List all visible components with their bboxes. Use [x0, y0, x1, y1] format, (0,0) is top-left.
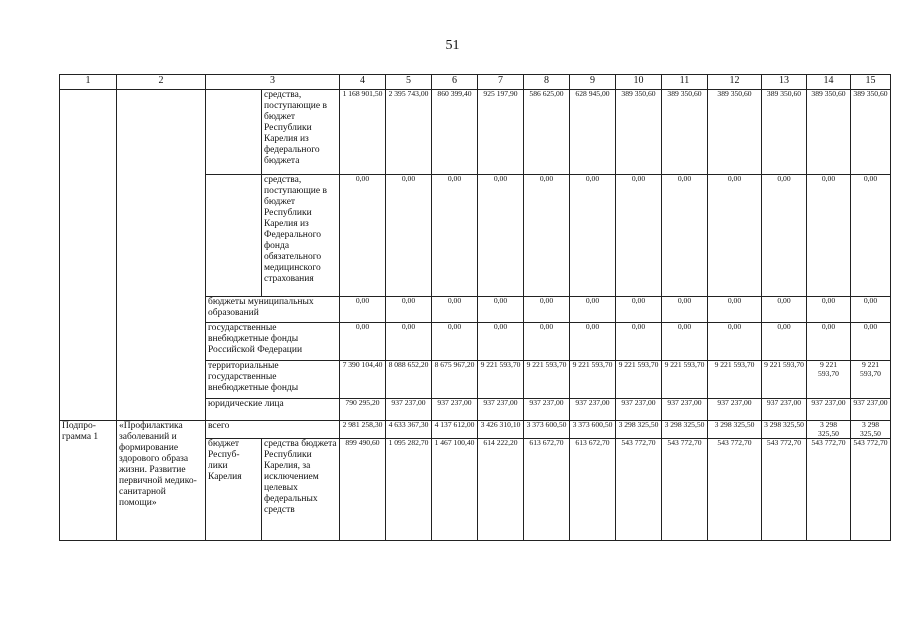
value-cell: 0,00: [478, 175, 524, 297]
value-cell: 937 237,00: [851, 399, 891, 421]
row-label: государственные внебюджетные фонды Российской Федерации: [206, 323, 340, 361]
header-cell: 9: [570, 75, 616, 90]
value-cell: 3 298 325,50: [616, 421, 662, 439]
header-cell: 10: [616, 75, 662, 90]
value-cell: 0,00: [524, 323, 570, 361]
value-cell: 1 467 100,40: [432, 439, 478, 541]
value-cell: 0,00: [708, 297, 762, 323]
budget-table: [59, 74, 891, 541]
page-number: 51: [445, 38, 460, 53]
value-cell: 0,00: [807, 297, 851, 323]
header-cell: 7: [478, 75, 524, 90]
value-cell: 9 221 593,70: [851, 361, 891, 399]
header-cell: 4: [340, 75, 386, 90]
value-cell: 4 633 367,30: [386, 421, 432, 439]
header-cell: 15: [851, 75, 891, 90]
value-cell: 925 197,90: [478, 90, 524, 175]
value-cell: 614 222,20: [478, 439, 524, 541]
value-cell: 543 772,70: [708, 439, 762, 541]
value-cell: 0,00: [386, 323, 432, 361]
value-cell: 3 373 600,50: [524, 421, 570, 439]
value-cell: 8 088 652,20: [386, 361, 432, 399]
header-cell: 11: [662, 75, 708, 90]
value-cell: 389 350,60: [762, 90, 807, 175]
value-cell: 7 390 104,40: [340, 361, 386, 399]
row-label: средства, поступающие в бюджет Республики Карелия из Федерального фонда обязательного медицинского страхования: [262, 175, 340, 297]
value-cell: 2 981 258,30: [340, 421, 386, 439]
header-cell: 3: [206, 75, 340, 90]
value-cell: 0,00: [708, 323, 762, 361]
value-cell: 8 675 967,20: [432, 361, 478, 399]
header-cell: 12: [708, 75, 762, 90]
value-cell: 0,00: [386, 297, 432, 323]
value-cell: 389 350,60: [807, 90, 851, 175]
value-cell: 0,00: [432, 323, 478, 361]
value-cell: 0,00: [851, 323, 891, 361]
value-cell: 0,00: [432, 297, 478, 323]
row-label: территориальные государственные внебюджетные фонды: [206, 361, 340, 399]
row-label: средства, поступающие в бюджет Республики Карелия из федерального бюджета: [262, 90, 340, 175]
row-label: бюджеты муниципальных образований: [206, 297, 340, 323]
value-cell: 860 399,40: [432, 90, 478, 175]
value-cell: 613 672,70: [524, 439, 570, 541]
table-row: [60, 90, 891, 175]
value-cell: 790 295,20: [340, 399, 386, 421]
header-cell: 5: [386, 75, 432, 90]
value-cell: 937 237,00: [807, 399, 851, 421]
value-cell: 0,00: [851, 297, 891, 323]
budget-label: бюджет Респуб-лики Карелия: [206, 439, 262, 541]
value-cell: 0,00: [616, 297, 662, 323]
value-cell: 613 672,70: [570, 439, 616, 541]
value-cell: 9 221 593,70: [807, 361, 851, 399]
value-cell: 543 772,70: [762, 439, 807, 541]
value-cell: 0,00: [478, 297, 524, 323]
value-cell: 586 625,00: [524, 90, 570, 175]
value-cell: 389 350,60: [662, 90, 708, 175]
value-cell: 9 221 593,70: [708, 361, 762, 399]
subprogram-title: «Профилактика заболеваний и формирование здорового образа жизни. Развитие первичной медико-санитарной помощи»: [117, 421, 206, 541]
value-cell: 9 221 593,70: [762, 361, 807, 399]
value-cell: 0,00: [340, 297, 386, 323]
value-cell: 9 221 593,70: [478, 361, 524, 399]
value-cell: 3 298 325,50: [662, 421, 708, 439]
value-cell: 1 168 901,50: [340, 90, 386, 175]
value-cell: 3 298 325,50: [762, 421, 807, 439]
value-cell: 899 490,60: [340, 439, 386, 541]
value-cell: 0,00: [524, 297, 570, 323]
value-cell: 389 350,60: [851, 90, 891, 175]
value-cell: 0,00: [662, 297, 708, 323]
empty-cell: [60, 90, 117, 421]
header-cell: 2: [117, 75, 206, 90]
table-row: [60, 421, 891, 439]
value-cell: 543 772,70: [851, 439, 891, 541]
value-cell: 937 237,00: [616, 399, 662, 421]
empty-cell: [206, 175, 262, 297]
header-cell: 1: [60, 75, 117, 90]
value-cell: 0,00: [524, 175, 570, 297]
value-cell: 0,00: [762, 323, 807, 361]
empty-cell: [117, 90, 206, 421]
header-cell: 14: [807, 75, 851, 90]
empty-cell: [206, 90, 262, 175]
value-cell: 937 237,00: [708, 399, 762, 421]
value-cell: 543 772,70: [662, 439, 708, 541]
value-cell: 0,00: [478, 323, 524, 361]
row-label: юридические лица: [206, 399, 340, 421]
value-cell: 628 945,00: [570, 90, 616, 175]
value-cell: 2 395 743,00: [386, 90, 432, 175]
value-cell: 0,00: [340, 323, 386, 361]
value-cell: 937 237,00: [432, 399, 478, 421]
value-cell: 3 298 325,50: [708, 421, 762, 439]
value-cell: 9 221 593,70: [524, 361, 570, 399]
value-cell: 0,00: [807, 323, 851, 361]
subprogram-number: Подпро-грамма 1: [60, 421, 117, 541]
header-row: [60, 75, 891, 90]
value-cell: 9 221 593,70: [570, 361, 616, 399]
value-cell: 389 350,60: [616, 90, 662, 175]
header-cell: 6: [432, 75, 478, 90]
value-cell: 4 137 612,00: [432, 421, 478, 439]
value-cell: 0,00: [432, 175, 478, 297]
value-cell: 937 237,00: [524, 399, 570, 421]
value-cell: 0,00: [340, 175, 386, 297]
value-cell: 0,00: [570, 175, 616, 297]
value-cell: 937 237,00: [662, 399, 708, 421]
value-cell: 1 095 282,70: [386, 439, 432, 541]
value-cell: 0,00: [762, 175, 807, 297]
value-cell: 0,00: [851, 175, 891, 297]
value-cell: 0,00: [662, 175, 708, 297]
value-cell: 0,00: [708, 175, 762, 297]
value-cell: 3 373 600,50: [570, 421, 616, 439]
value-cell: 3 298 325,50: [807, 421, 851, 439]
value-cell: 3 298 325,50: [851, 421, 891, 439]
value-cell: 937 237,00: [386, 399, 432, 421]
value-cell: 3 426 310,10: [478, 421, 524, 439]
value-cell: 0,00: [616, 323, 662, 361]
value-cell: 937 237,00: [762, 399, 807, 421]
value-cell: 0,00: [570, 297, 616, 323]
value-cell: 0,00: [616, 175, 662, 297]
value-cell: 0,00: [570, 323, 616, 361]
value-cell: 0,00: [662, 323, 708, 361]
value-cell: 9 221 593,70: [616, 361, 662, 399]
value-cell: 9 221 593,70: [662, 361, 708, 399]
value-cell: 0,00: [386, 175, 432, 297]
value-cell: 389 350,60: [708, 90, 762, 175]
header-cell: 13: [762, 75, 807, 90]
value-cell: 937 237,00: [570, 399, 616, 421]
value-cell: 543 772,70: [616, 439, 662, 541]
header-cell: 8: [524, 75, 570, 90]
value-cell: 0,00: [807, 175, 851, 297]
value-cell: 937 237,00: [478, 399, 524, 421]
source-label: средства бюджета Республики Карелия, за исключением целевых федеральных средств: [262, 439, 340, 541]
value-cell: 543 772,70: [807, 439, 851, 541]
value-cell: 0,00: [762, 297, 807, 323]
total-label: всего: [206, 421, 340, 439]
